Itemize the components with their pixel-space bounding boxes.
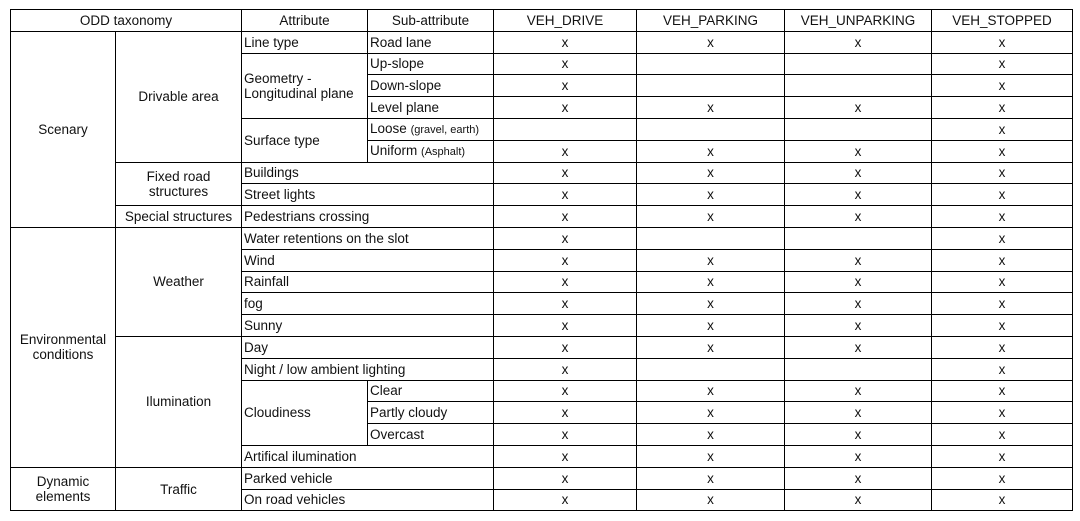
uniform-label: Uniform	[370, 142, 418, 158]
mark-cell-veh-stopped: x	[932, 97, 1073, 119]
mark-cell-veh-stopped: x	[932, 249, 1073, 271]
group-weather: Weather	[116, 227, 242, 336]
sub-attribute-loose	[368, 118, 494, 140]
mark-cell-veh-unparking: x	[785, 402, 932, 424]
mark-cell-veh-parking	[637, 118, 785, 140]
group-ilumination: Ilumination	[116, 336, 242, 467]
mark-cell-veh-unparking: x	[785, 467, 932, 489]
mark-cell-veh-parking: x	[637, 315, 785, 337]
mark-cell-veh-unparking: x	[785, 271, 932, 293]
mark-cell-veh-drive: x	[494, 445, 637, 467]
table-row	[11, 206, 1073, 228]
group-drivable-area: Drivable area	[116, 31, 242, 162]
mark-cell-veh-stopped: x	[932, 445, 1073, 467]
sub-attribute-level-plane: Level plane	[368, 97, 494, 119]
attribute-buildings: Buildings	[242, 162, 494, 184]
mark-cell-veh-stopped: x	[932, 489, 1073, 511]
group-fixed-road-structures: Fixed road structures	[116, 162, 242, 206]
mark-cell-veh-drive: x	[494, 271, 637, 293]
mark-cell-veh-parking: x	[637, 162, 785, 184]
header-veh-unparking: VEH_UNPARKING	[785, 10, 932, 32]
mark-cell-veh-parking	[637, 227, 785, 249]
mark-cell-veh-stopped: x	[932, 75, 1073, 97]
mark-cell-veh-parking: x	[637, 206, 785, 228]
mark-cell-veh-parking: x	[637, 424, 785, 446]
mark-cell-veh-unparking	[785, 75, 932, 97]
mark-cell-veh-drive: x	[494, 162, 637, 184]
mark-cell-veh-unparking: x	[785, 206, 932, 228]
uniform-note: (Asphalt)	[421, 145, 466, 158]
header-attribute: Attribute	[242, 10, 368, 32]
attribute-wind: Wind	[242, 249, 494, 271]
mark-cell-veh-stopped: x	[932, 402, 1073, 424]
mark-cell-veh-stopped: x	[932, 140, 1073, 162]
mark-cell-veh-drive: x	[494, 467, 637, 489]
mark-cell-veh-unparking: x	[785, 31, 932, 53]
attribute-cloudiness: Cloudiness	[242, 380, 368, 445]
mark-cell-veh-drive: x	[494, 336, 637, 358]
attribute-water-retentions: Water retentions on the slot	[242, 227, 494, 249]
mark-cell-veh-unparking: x	[785, 162, 932, 184]
mark-cell-veh-unparking: x	[785, 336, 932, 358]
attribute-line-type: Line type	[242, 31, 368, 53]
sub-attribute-road-lane: Road lane	[368, 31, 494, 53]
mark-cell-veh-parking: x	[637, 467, 785, 489]
mark-cell-veh-unparking: x	[785, 97, 932, 119]
header-veh-stopped: VEH_STOPPED	[932, 10, 1073, 32]
mark-cell-veh-parking: x	[637, 402, 785, 424]
mark-cell-veh-parking: x	[637, 271, 785, 293]
mark-cell-veh-stopped: x	[932, 184, 1073, 206]
mark-cell-veh-stopped: x	[932, 336, 1073, 358]
mark-cell-veh-stopped: x	[932, 53, 1073, 75]
sub-attribute-down-slope: Down-slope	[368, 75, 494, 97]
mark-cell-veh-drive: x	[494, 424, 637, 446]
mark-cell-veh-stopped: x	[932, 271, 1073, 293]
table-row	[11, 227, 1073, 249]
category-scenary: Scenary	[11, 31, 116, 227]
mark-cell-veh-drive: x	[494, 249, 637, 271]
header-odd-taxonomy: ODD taxonomy	[11, 10, 242, 32]
mark-cell-veh-stopped: x	[932, 380, 1073, 402]
sub-attribute-up-slope: Up-slope	[368, 53, 494, 75]
mark-cell-veh-parking	[637, 75, 785, 97]
mark-cell-veh-parking: x	[637, 31, 785, 53]
mark-cell-veh-drive: x	[494, 380, 637, 402]
attribute-rainfall: Rainfall	[242, 271, 494, 293]
mark-cell-veh-parking: x	[637, 140, 785, 162]
mark-cell-veh-drive: x	[494, 184, 637, 206]
attribute-on-road-vehicles: On road vehicles	[242, 489, 494, 511]
mark-cell-veh-unparking	[785, 53, 932, 75]
mark-cell-veh-parking: x	[637, 489, 785, 511]
mark-cell-veh-stopped: x	[932, 424, 1073, 446]
loose-label: Loose	[370, 120, 407, 136]
mark-cell-veh-drive: x	[494, 358, 637, 380]
mark-cell-veh-drive: x	[494, 206, 637, 228]
sub-attribute-clear: Clear	[368, 380, 494, 402]
mark-cell-veh-unparking: x	[785, 424, 932, 446]
attribute-surface-type: Surface type	[242, 118, 368, 162]
mark-cell-veh-unparking: x	[785, 380, 932, 402]
header-row	[11, 10, 1073, 32]
mark-cell-veh-stopped: x	[932, 293, 1073, 315]
mark-cell-veh-stopped: x	[932, 118, 1073, 140]
mark-cell-veh-stopped: x	[932, 467, 1073, 489]
header-veh-drive: VEH_DRIVE	[494, 10, 637, 32]
table-row	[11, 336, 1073, 358]
mark-cell-veh-stopped: x	[932, 31, 1073, 53]
mark-cell-veh-unparking	[785, 358, 932, 380]
mark-cell-veh-drive: x	[494, 227, 637, 249]
group-special-structures: Special structures	[116, 206, 242, 228]
mark-cell-veh-stopped: x	[932, 162, 1073, 184]
mark-cell-veh-parking: x	[637, 249, 785, 271]
mark-cell-veh-drive: x	[494, 293, 637, 315]
mark-cell-veh-drive: x	[494, 97, 637, 119]
category-environmental-conditions: Environmental conditions	[11, 227, 116, 467]
mark-cell-veh-drive: x	[494, 402, 637, 424]
mark-cell-veh-drive	[494, 118, 637, 140]
attribute-sunny: Sunny	[242, 315, 494, 337]
attribute-artifical-ilumination: Artifical ilumination	[242, 445, 494, 467]
header-sub-attribute: Sub-attribute	[368, 10, 494, 32]
mark-cell-veh-unparking: x	[785, 315, 932, 337]
mark-cell-veh-unparking: x	[785, 184, 932, 206]
mark-cell-veh-stopped: x	[932, 358, 1073, 380]
mark-cell-veh-parking: x	[637, 380, 785, 402]
mark-cell-veh-parking: x	[637, 445, 785, 467]
mark-cell-veh-unparking: x	[785, 293, 932, 315]
mark-cell-veh-stopped: x	[932, 227, 1073, 249]
mark-cell-veh-drive: x	[494, 31, 637, 53]
attribute-parked-vehicle: Parked vehicle	[242, 467, 494, 489]
mark-cell-veh-stopped: x	[932, 315, 1073, 337]
mark-cell-veh-parking: x	[637, 184, 785, 206]
mark-cell-veh-parking	[637, 358, 785, 380]
attribute-day: Day	[242, 336, 494, 358]
loose-note: (gravel, earth)	[410, 123, 480, 136]
mark-cell-veh-unparking: x	[785, 489, 932, 511]
mark-cell-veh-unparking: x	[785, 140, 932, 162]
header-veh-parking: VEH_PARKING	[637, 10, 785, 32]
attribute-street-lights: Street lights	[242, 184, 494, 206]
mark-cell-veh-unparking	[785, 227, 932, 249]
sub-attribute-uniform	[368, 140, 494, 162]
table-row	[11, 467, 1073, 489]
mark-cell-veh-drive: x	[494, 75, 637, 97]
category-dynamic-elements: Dynamic elements	[11, 467, 116, 511]
sub-attribute-partly-cloudy: Partly cloudy	[368, 402, 494, 424]
sub-attribute-overcast: Overcast	[368, 424, 494, 446]
group-traffic: Traffic	[116, 467, 242, 511]
mark-cell-veh-unparking: x	[785, 249, 932, 271]
attribute-fog: fog	[242, 293, 494, 315]
attribute-geometry: Geometry - Longitudinal plane	[242, 53, 368, 118]
mark-cell-veh-parking: x	[637, 336, 785, 358]
mark-cell-veh-stopped: x	[932, 206, 1073, 228]
attribute-pedestrians-crossing: Pedestrians crossing	[242, 206, 494, 228]
table-row	[11, 162, 1073, 184]
attribute-night: Night / low ambient lighting	[242, 358, 494, 380]
mark-cell-veh-parking	[637, 53, 785, 75]
table-row	[11, 31, 1073, 53]
mark-cell-veh-parking: x	[637, 97, 785, 119]
odd-taxonomy-table	[10, 9, 1073, 511]
mark-cell-veh-unparking	[785, 118, 932, 140]
mark-cell-veh-drive: x	[494, 140, 637, 162]
mark-cell-veh-drive: x	[494, 315, 637, 337]
mark-cell-veh-parking: x	[637, 293, 785, 315]
mark-cell-veh-unparking: x	[785, 445, 932, 467]
mark-cell-veh-drive: x	[494, 53, 637, 75]
mark-cell-veh-drive: x	[494, 489, 637, 511]
